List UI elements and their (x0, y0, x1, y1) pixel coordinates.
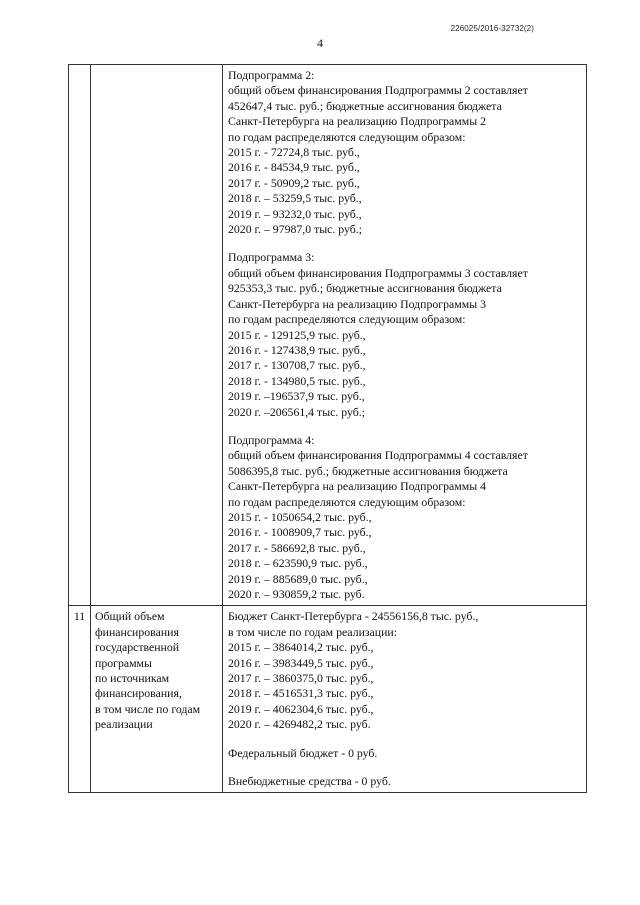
subprogram-line: 2018 г. – 623590,9 тыс. руб., (228, 556, 368, 571)
subprogram-title: Подпрограмма 2: (228, 68, 315, 82)
subprogram-line: по годам распределяются следующим образом: (228, 494, 466, 509)
subprogram-line: 2015 г. - 72724,8 тыс. руб., (228, 145, 360, 160)
subprograms-cell (223, 65, 587, 606)
subprogram-block (228, 68, 582, 237)
row-label-line: по источникам (95, 671, 170, 686)
subprogram-line: 2020 г. – 930859,2 тыс. руб. (228, 587, 365, 601)
row-label-line: финансирования (95, 624, 179, 639)
budget-line: 2016 г. – 3983449,5 тыс. руб., (228, 655, 374, 670)
subprogram-line: по годам распределяются следующим образом: (228, 312, 466, 327)
subprogram-line: 2016 г. - 84534,9 тыс. руб., (228, 160, 360, 175)
page-number: 4 (317, 36, 323, 50)
subprogram-line: 2018 г. – 53259,5 тыс. руб., (228, 191, 362, 206)
row-label-line: в том числе по годам (95, 701, 201, 716)
row-number-cell (69, 606, 91, 793)
subprogram-line: 2016 г. - 127438,9 тыс. руб., (228, 342, 366, 357)
federal-budget-line: Федеральный бюджет - 0 руб. (228, 745, 378, 760)
extra-budget-block (228, 774, 582, 789)
subprogram-line: Санкт-Петербурга на реализацию Подпрограммы 2 (228, 114, 486, 129)
subprogram-line: 2019 г. – 885689,0 тыс. руб., (228, 571, 368, 586)
subprogram-line: 2017 г. - 50909,2 тыс. руб., (228, 175, 360, 190)
budget-line: Бюджет Санкт-Петербурга - 24556156,8 тыс. руб., (228, 609, 479, 624)
row-label-cell (91, 606, 223, 793)
subprogram-block (228, 250, 582, 419)
subprogram-line: 2015 г. - 1050654,2 тыс. руб., (228, 509, 372, 524)
subprogram-block (228, 433, 582, 602)
subprogram-line: 2020 г. –206561,4 тыс. руб.; (228, 404, 365, 419)
subprogram-line: 452647,4 тыс. руб.; бюджетные ассигнования бюджета (228, 98, 502, 113)
subprogram-line: Санкт-Петербурга на реализацию Подпрограммы 4 (228, 479, 486, 494)
row-label-cell (91, 65, 223, 606)
passport-table (68, 64, 587, 793)
subprogram-title: Подпрограмма 3: (228, 250, 315, 265)
budget-line: 2017 г. – 3860375,0 тыс. руб., (228, 671, 374, 686)
subprogram-line: 5086395,8 тыс. руб.; бюджетные ассигнования бюджета (228, 463, 508, 478)
row-label-line: финансирования, (95, 686, 182, 701)
extra-budget-line: Внебюджетные средства - 0 руб. (228, 774, 391, 789)
budget-spb-block (228, 609, 582, 732)
row-label (95, 609, 219, 732)
subprogram-line: общий объем финансирования Подпрограммы 4 составляет (228, 448, 528, 463)
subprogram-line: общий объем финансирования Подпрограммы 3 составляет (228, 265, 528, 280)
subprogram-line: 2020 г. – 97987,0 тыс. руб.; (228, 222, 363, 237)
subprogram-line: 925353,3 тыс. руб.; бюджетные ассигнования бюджета (228, 281, 502, 296)
table-row (69, 65, 587, 606)
budget-line: 2015 г. – 3864014,2 тыс. руб., (228, 640, 374, 655)
subprogram-line: 2015 г. - 129125,9 тыс. руб., (228, 327, 366, 342)
federal-budget-block (228, 746, 582, 761)
budget-line: 2019 г. – 4062304,6 тыс. руб., (228, 701, 374, 716)
row-number: 11 (73, 609, 86, 624)
subprogram-line: 2019 г. – 93232,0 тыс. руб., (228, 206, 362, 221)
budget-line: в том числе по годам реализации: (228, 624, 398, 639)
financing-cell (223, 606, 587, 793)
subprogram-line: общий объем финансирования Подпрограммы 2 составляет (228, 83, 528, 98)
subprogram-line: Санкт-Петербурга на реализацию Подпрограммы 3 (228, 296, 486, 311)
budget-line: 2018 г. – 4516531,3 тыс. руб., (228, 686, 374, 701)
subprograms-list (228, 68, 582, 602)
row-label-line: Общий объем (95, 609, 165, 624)
row-label-line: реализации (95, 717, 153, 732)
subprogram-line: 2017 г. - 586692,8 тыс. руб., (228, 540, 366, 555)
row-number-cell (69, 65, 91, 606)
subprogram-line: по годам распределяются следующим образом: (228, 129, 466, 144)
subprogram-line: 2016 г. - 1008909,7 тыс. руб., (228, 525, 372, 540)
document-stamp: 226025/2016-32732(2) (450, 24, 534, 33)
budget-line: 2020 г. – 4269482,2 тыс. руб. (228, 717, 371, 732)
table-row (69, 606, 587, 793)
subprogram-title: Подпрограмма 4: (228, 432, 315, 447)
row-label-line: программы (95, 655, 152, 670)
row-label-line: государственной (95, 640, 180, 655)
subprogram-line: 2017 г. - 130708,7 тыс. руб., (228, 358, 366, 373)
subprogram-line: 2018 г. - 134980,5 тыс. руб., (228, 373, 366, 388)
subprogram-line: 2019 г. –196537,9 тыс. руб., (228, 389, 365, 404)
